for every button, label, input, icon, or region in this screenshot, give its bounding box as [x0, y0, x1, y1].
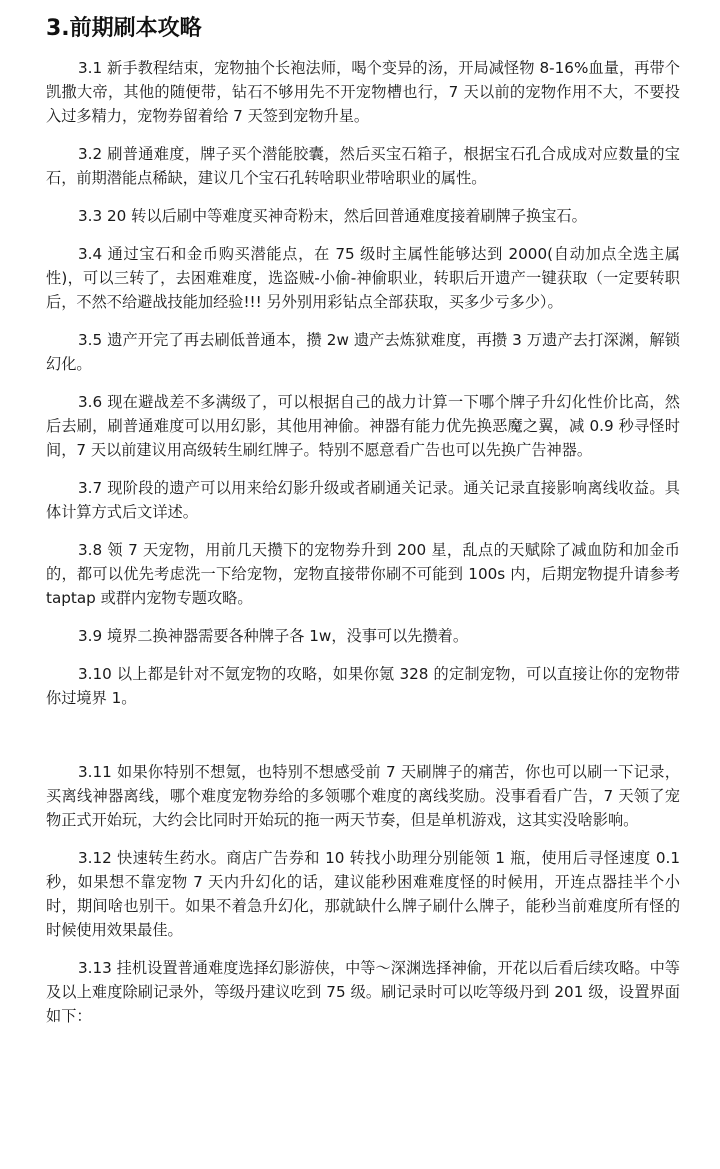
- paragraph-3-7: 3.7 现阶段的遗产可以用来给幻影升级或者刷通关记录。通关记录直接影响离线收益。具体计算方式后文详述。: [46, 479, 680, 521]
- paragraph-3-10: 3.10 以上都是针对不氪宠物的攻略，如果你氪 328 的定制宠物，可以直接让你的宠物带你过境界 1。: [46, 665, 680, 707]
- paragraph-3-9: 3.9 境界二换神器需要各种牌子各 1w，没事可以先攒着。: [78, 627, 469, 645]
- paragraph-3-3: 3.3 20 转以后刷中等难度买神奇粉末，然后回普通难度接着刷牌子换宝石。: [78, 207, 587, 225]
- paragraph-3-11: 3.11 如果你特别不想氪，也特别不想感受前 7 天刷牌子的痛苦，你也可以刷一下记录，买离线神器离线，哪个难度宠物券给的多领哪个难度的离线奖励。没事看看广告，7 天领了宠物正式开始玩，大约会比同时开始玩的拖一两天节奏，但是单机游戏，这其实没啥影响。: [46, 763, 680, 829]
- paragraph-3-4: 3.4 通过宝石和金币购买潜能点，在 75 级时主属性能够达到 2000(自动加点全选主属性)，可以三转了，去困难难度，选盗贼-小偷-神偷职业，转职后开遗产一键获取（一定要转职后，不然不给避战技能加经验!!! 另外别用彩钻点全部获取，买多少亏多少）。: [46, 245, 680, 311]
- paragraph-3-13: 3.13 挂机设置普通难度选择幻影游侠，中等～深渊选择神偷，开花以后看后续攻略。中等及以上难度除刷记录外，等级丹建议吃到 75 级。刷记录时可以吃等级丹到 201 级，设置界面如下：: [46, 959, 680, 1025]
- paragraph-3-2: 3.2 刷普通难度，牌子买个潜能胶囊，然后买宝石箱子，根据宝石孔合成成对应数量的宝石，前期潜能点稀缺，建议几个宝石孔转啥职业带啥职业的属性。: [46, 145, 680, 187]
- paragraph-3-6: 3.6 现在避战差不多满级了，可以根据自己的战力计算一下哪个牌子升幻化性价比高，然后去刷，刷普通难度可以用幻影，其他用神偷。神器有能力优先换恶魔之翼，减 0.9 秒寻怪时间，7 天以前建议用高级转生刷红牌子。特别不愿意看广告也可以先换广告神器。: [46, 393, 680, 459]
- section-gap: [46, 724, 680, 760]
- paragraph-3-8: 3.8 领 7 天宠物，用前几天攒下的宠物券升到 200 星，乱点的天赋除了减血防和加金币的，都可以优先考虑洗一下给宠物，宠物直接带你刷不可能到 100s 内，后期宠物提升请参考 taptap 或群内宠物专题攻略。: [46, 541, 680, 607]
- section-title: 3.前期刷本攻略: [46, 16, 202, 41]
- paragraph-3-12: 3.12 快速转生药水。商店广告券和 10 转找小助理分别能领 1 瓶，使用后寻怪速度 0.1 秒，如果想不靠宠物 7 天内升幻化的话，建议能秒困难难度怪的时候用，开连点器挂半个小时，期间啥也别干。如果不着急升幻化，那就缺什么牌子刷什么牌子，能秒当前难度所有怪的时候使用效果最佳。: [46, 849, 680, 939]
- paragraph-3-1: 3.1 新手教程结束，宠物抽个长袍法师，喝个变异的汤，开局减怪物 8-16%血量，再带个凯撒大帝，其他的随便带，钻石不够用先不开宠物槽也行，7 天以前的宠物作用不大，不要投入过多精力，宠物券留着给 7 天签到宠物升星。: [46, 59, 680, 125]
- paragraph-3-5: 3.5 遗产开完了再去刷低普通本，攒 2w 遗产去炼狱难度，再攒 3 万遗产去打深渊，解锁幻化。: [46, 331, 680, 373]
